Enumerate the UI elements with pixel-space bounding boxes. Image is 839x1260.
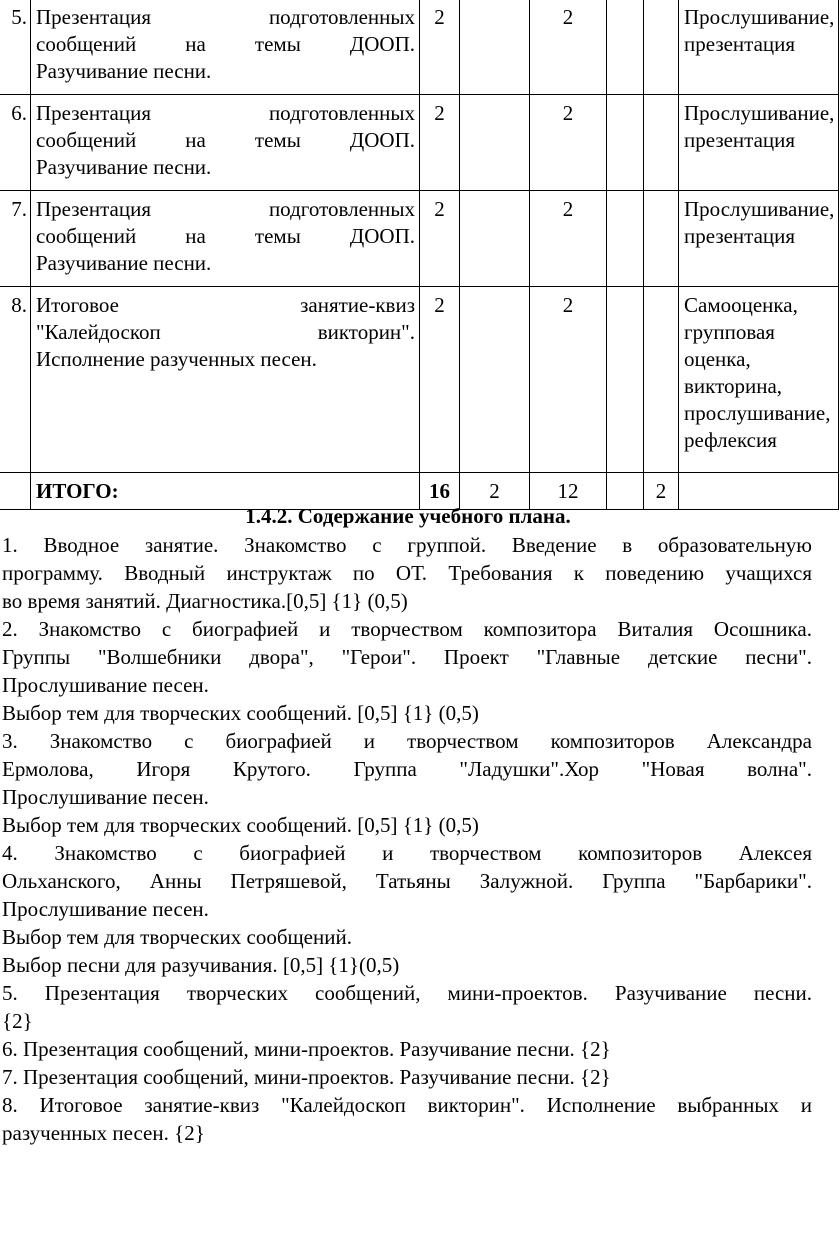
topic-line: Итоговое занятие-квиз	[36, 293, 415, 317]
extra-cell	[644, 287, 679, 473]
total-extra-cell: 2	[644, 473, 679, 510]
assessment-form-line: оценка,	[684, 347, 751, 371]
content-line: 2. Знакомство с биографией и творчеством композитора Виталия Осошника.	[2, 617, 812, 641]
content-line: Ольханского, Анны Петряшевой, Татьяны Залужной. Группа "Барбарики".	[2, 869, 812, 893]
content-line: Прослушивание песен.	[2, 785, 209, 809]
content-line: Выбор тем для творческих сообщений. [0,5] {1} (0,5)	[2, 813, 479, 837]
assessment-form-line: Прослушивание,	[684, 5, 835, 29]
total-hours-cell: 16	[420, 473, 460, 510]
total-hours-cell: 2	[420, 191, 460, 287]
content-line: 8. Итоговое занятие-квиз "Калейдоскоп викторин". Исполнение выбранных и	[2, 1093, 812, 1117]
theory-hours-cell	[460, 191, 530, 287]
topic-line: Разучивание песни.	[36, 59, 212, 83]
topic-cell	[31, 191, 420, 287]
content-line: 7. Презентация сообщений, мини-проектов. Разучивание песни. {2}	[2, 1065, 611, 1089]
extra-cell	[644, 191, 679, 287]
total-hours-cell: 2	[420, 287, 460, 473]
content-line: Прослушивание песен.	[2, 897, 209, 921]
table-row	[0, 287, 839, 473]
content-line: разученных песен. {2}	[2, 1121, 205, 1145]
assessment-form-line: презентация	[684, 32, 796, 56]
assessment-form-line: Прослушивание,	[684, 101, 835, 125]
assessment-form-cell	[679, 287, 839, 473]
content-line: 5. Презентация творческих сообщений, мини-проектов. Разучивание песни.	[2, 981, 812, 1005]
total-theory-cell: 2	[460, 473, 530, 510]
assessment-form-cell	[679, 191, 839, 287]
content-line: Группы "Волшебники двора", "Герои". Проект "Главные детские песни".	[2, 645, 812, 669]
content-line: Прослушивание песен.	[2, 673, 209, 697]
topic-cell	[31, 0, 420, 95]
row-number-cell: 8.	[0, 287, 31, 473]
topic-line: Разучивание песни.	[36, 251, 212, 275]
topic-line: Презентация подготовленных	[36, 101, 415, 125]
content-line: 4. Знакомство с биографией и творчеством композиторов Алексея	[2, 841, 812, 865]
topic-line: Презентация подготовленных	[36, 197, 415, 221]
topic-cell	[31, 287, 420, 473]
topic-line: сообщений на темы ДООП.	[36, 128, 415, 152]
content-line: 6. Презентация сообщений, мини-проектов. Разучивание песни. {2}	[2, 1037, 611, 1061]
row-number-cell: 5.	[0, 0, 31, 95]
assessment-form-cell	[679, 95, 839, 191]
total-hours-cell: 2	[420, 95, 460, 191]
extra-cell	[644, 95, 679, 191]
total-practice-cell: 12	[530, 473, 607, 510]
content-line: 1. Вводное занятие. Знакомство с группой. Введение в образовательную	[2, 533, 812, 557]
extra-cell	[607, 95, 644, 191]
content-line: 3. Знакомство с биографией и творчеством композиторов Александра	[2, 729, 812, 753]
theory-hours-cell	[460, 287, 530, 473]
content-line: Выбор тем для творческих сообщений. [0,5] {1} (0,5)	[2, 701, 479, 725]
topic-line: сообщений на темы ДООП.	[36, 32, 415, 56]
topic-line: Разучивание песни.	[36, 155, 212, 179]
section-content	[2, 531, 812, 1147]
section-heading: 1.4.2. Содержание учебного плана.	[245, 504, 571, 528]
assessment-form-line: групповая	[684, 320, 775, 344]
total-label-cell: ИТОГО:	[31, 473, 420, 510]
extra-cell	[607, 287, 644, 473]
assessment-form-line: прослушивание,	[684, 401, 831, 425]
practice-hours-cell: 2	[530, 191, 607, 287]
topic-cell	[31, 95, 420, 191]
row-number-cell: 6.	[0, 95, 31, 191]
total-hours-cell: 2	[420, 0, 460, 95]
table-row	[0, 191, 839, 287]
assessment-form-line: Прослушивание,	[684, 197, 835, 221]
topic-line: Презентация подготовленных	[36, 5, 415, 29]
content-line: Ермолова, Игоря Крутого. Группа "Ладушки".Хор "Новая волна".	[2, 757, 812, 781]
extra-cell	[644, 0, 679, 95]
assessment-form-line: рефлексия	[684, 428, 777, 452]
practice-hours-cell: 2	[530, 0, 607, 95]
assessment-form-line: презентация	[684, 128, 796, 152]
table-row	[0, 0, 839, 95]
practice-hours-cell: 2	[530, 95, 607, 191]
curriculum-table-body	[0, 0, 839, 510]
assessment-form-line: Самооценка,	[684, 293, 798, 317]
content-line: во время занятий. Диагностика.[0,5] {1} (0,5)	[2, 589, 408, 613]
topic-line: сообщений на темы ДООП.	[36, 224, 415, 248]
theory-hours-cell	[460, 95, 530, 191]
practice-hours-cell: 2	[530, 287, 607, 473]
row-number-cell: 7.	[0, 191, 31, 287]
theory-hours-cell	[460, 0, 530, 95]
extra-cell	[607, 0, 644, 95]
assessment-form-line: презентация	[684, 224, 796, 248]
content-line: Выбор песни для разучивания. [0,5] {1}(0,5)	[2, 953, 400, 977]
content-line: Выбор тем для творческих сообщений.	[2, 925, 352, 949]
curriculum-table	[0, 0, 839, 510]
content-line: {2}	[2, 1009, 33, 1033]
topic-line: "Калейдоскоп викторин".	[36, 320, 415, 344]
extra-cell	[607, 191, 644, 287]
assessment-form-line: викторина,	[684, 374, 783, 398]
table-row	[0, 95, 839, 191]
assessment-form-cell	[679, 0, 839, 95]
topic-line: Исполнение разученных песен.	[36, 347, 317, 371]
content-line: программу. Вводный инструктаж по ОТ. Требования к поведению учащихся	[2, 561, 812, 585]
